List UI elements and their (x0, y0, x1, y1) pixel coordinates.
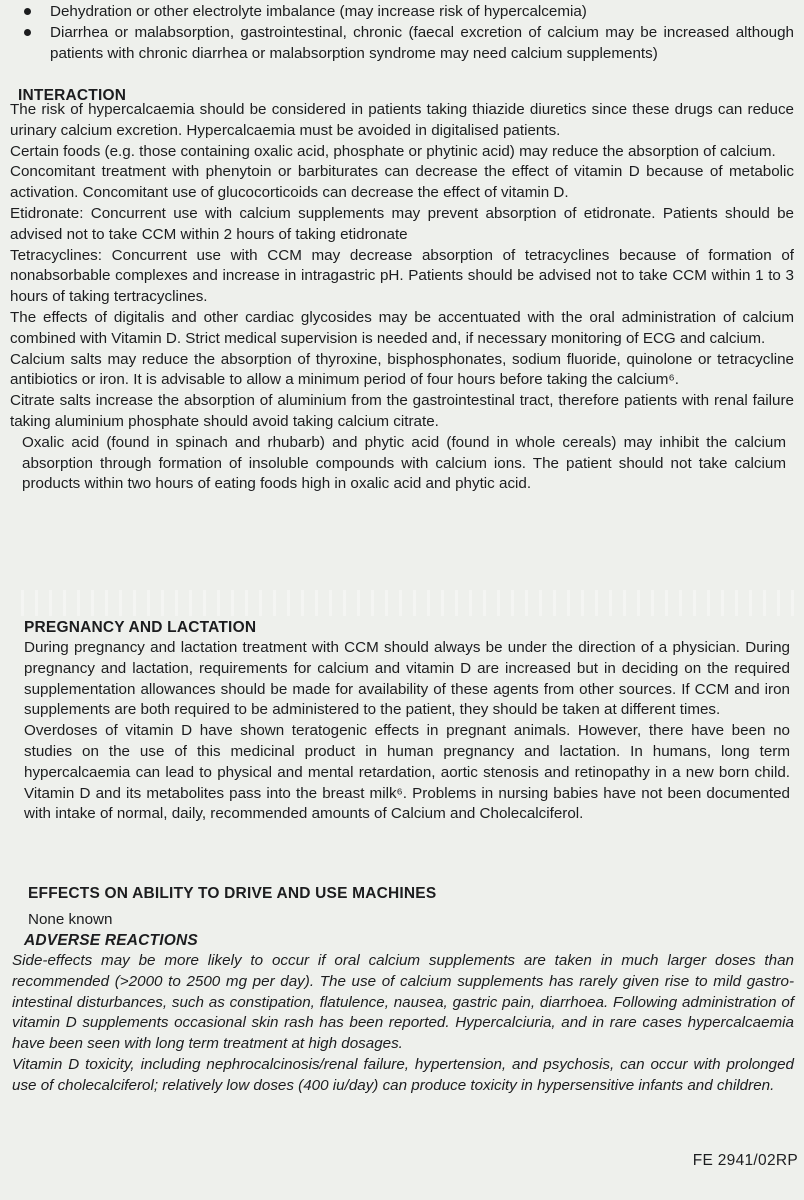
bullet-item (10, 23, 794, 65)
adverse-section (10, 931, 794, 1097)
driving-heading: EFFECTS ON ABILITY TO DRIVE AND USE MACHINES (28, 885, 437, 902)
interaction-paragraph: The risk of hypercalcaemia should be considered in patients taking thiazide diuretics since these drugs can reduce urinary calcium excretion. Hypercalcaemia must be avoided in digitalised patients. (10, 101, 794, 139)
document-code: FE 2941/02RP (692, 1152, 798, 1169)
adverse-paragraph: Vitamin D toxicity, including nephrocalcinosis/renal failure, hypertension, and psychosis, can occur with prolonged use of cholecalciferol; relatively low doses (400 iu/day) can produce toxicity in hypersensitive infants and children. (12, 1055, 794, 1094)
adverse-paragraph: Side-effects may be more likely to occur if oral calcium supplements are taken in much larger doses than recommended (>2000 to 2500 mg per day). The use of calcium supplements has rarely given rise to mild gastro-intestinal disturbances, such as constipation, flatulence, nausea, gastric pain, diarrhoea. Following administration of vitamin D supplements occasional skin rash has been reported. Hypercalciuria, and in rare cases hypercalcaemia have been seen with long term treatment at high dosages. (12, 952, 794, 1053)
contraindication-bullets (10, 2, 794, 64)
interaction-paragraph: Oxalic acid (found in spinach and rhubarb) and phytic acid (found in whole cereals) may inhibit the calcium absorption through formation of insoluble compounds with calcium ions. The patient should not take calcium products within two hours of eating foods high in oxalic acid and phytic acid. (22, 433, 786, 493)
pregnancy-paragraph: Overdoses of vitamin D have shown teratogenic effects in pregnant animals. However, there have been no studies on the use of this medicinal product in human pregnancy and lactation. In humans, long term hypercalcaemia can lead to physical and mental retardation, aortic stenosis and retinopathy in a new born child. Vitamin D and its metabolites pass into the breast milk⁶. Problems in nursing babies have not been documented with intake of normal, daily, recommended amounts of Calcium and Cholecalciferol. (24, 722, 790, 823)
interaction-paragraph: Calcium salts may reduce the absorption of thyroxine, bisphosphonates, sodium fluoride, quinolone or tetracycline antibiotics or iron. It is advisable to allow a minimum period of four hours before taking the calcium⁶. (10, 350, 794, 389)
interaction-paragraph: The effects of digitalis and other cardiac glycosides may be accentuated with the oral administration of calcium combined with Vitamin D. Strict medical supervision is needed and, if necessary monitoring of ECG and calcium. (10, 308, 794, 347)
pregnancy-heading: PREGNANCY AND LACTATION (24, 619, 257, 636)
bullet-dot-icon (24, 8, 31, 15)
interaction-paragraph: Certain foods (e.g. those containing oxalic acid, phosphate or phytinic acid) may reduce the absorption of calcium. (10, 142, 776, 160)
bullet-text: Dehydration or other electrolyte imbalance (may increase risk of hypercalcemia) (50, 3, 587, 20)
pregnancy-paragraph: During pregnancy and lactation treatment with CCM should always be under the direction of a physician. During pregnancy and lactation, requirements for calcium and vitamin D are increased but in deciding on the required supplementation allowances should be made for availability of these agents from other sources. If CCM and iron supplements are both required to be administered to the patient, they should be taken at different times. (24, 639, 790, 719)
driving-text: None known (28, 911, 113, 928)
scan-artifact (10, 590, 804, 616)
interaction-body (10, 100, 794, 495)
driving-section (10, 884, 794, 931)
bullet-dot-icon (24, 29, 31, 36)
adverse-heading: ADVERSE REACTIONS (24, 932, 198, 949)
bullet-text: Diarrhea or malabsorption, gastrointestinal, chronic (faecal excretion of calcium may be increased although patients with chronic diarrhea or malabsorption syndrome may need calcium supplements) (50, 23, 794, 62)
interaction-heading: INTERACTION (18, 87, 127, 104)
interaction-paragraph: Tetracyclines: Concurrent use with CCM may decrease absorption of tetracyclines because of formation of nonabsorbable complexes and increase in intragastric pH. Patients should be advised not to take CCM within 1 to 3 hours of taking tertracyclines. (10, 246, 794, 306)
interaction-paragraph: Etidronate: Concurrent use with calcium supplements may prevent absorption of etidronate. Patients should be advised not to take CCM within 2 hours of taking etidronate (10, 204, 794, 243)
pregnancy-section (10, 618, 794, 825)
interaction-paragraph: Citrate salts increase the absorption of aluminium from the gastrointestinal tract, therefore patients with renal failure taking aluminium phosphate should avoid taking calcium citrate. (10, 392, 794, 430)
interaction-paragraph: Concomitant treatment with phenytoin or barbiturates can decrease the effect of vitamin D because of metabolic activation. Concomitant use of glucocorticoids can decrease the effect of vitamin D. (10, 163, 794, 202)
bullet-item (10, 2, 794, 23)
